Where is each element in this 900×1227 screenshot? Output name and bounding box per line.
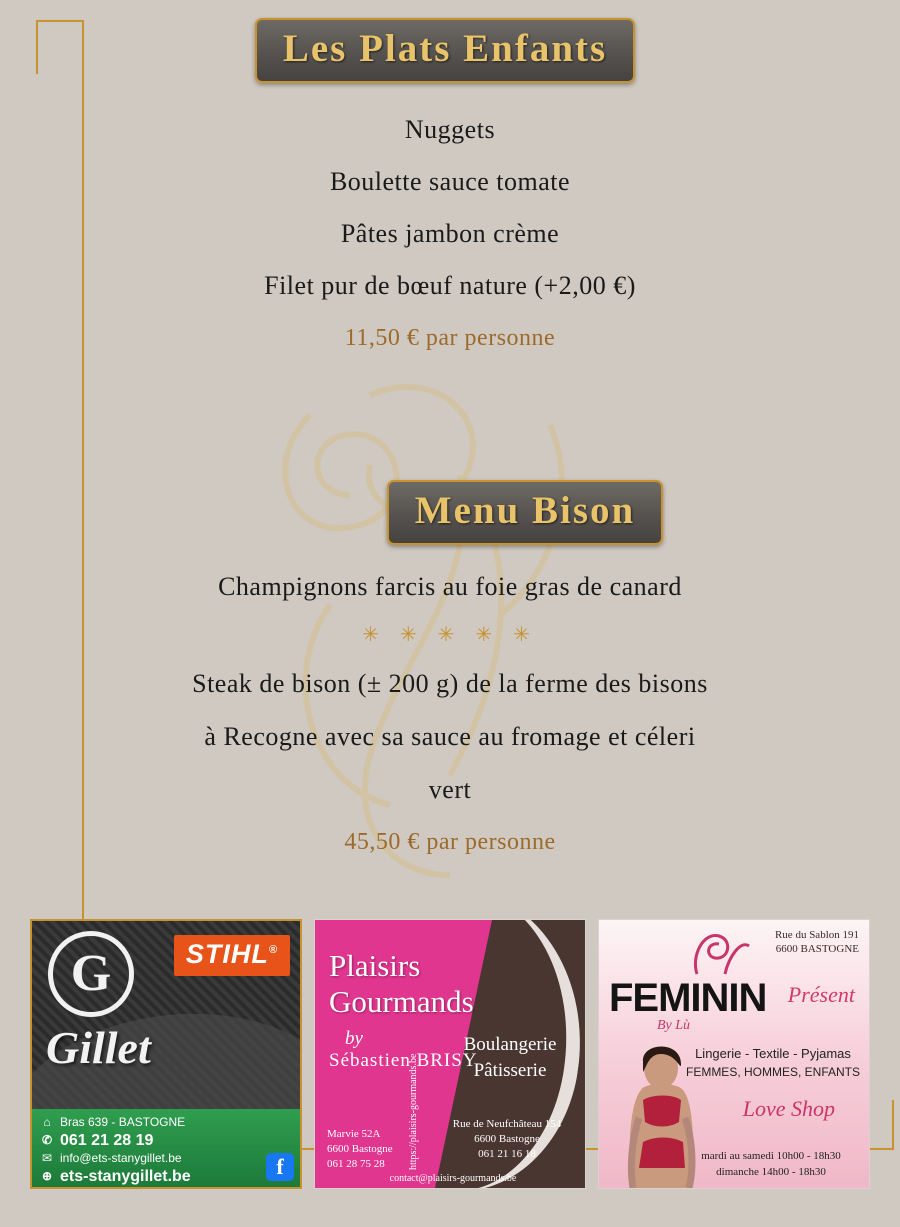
feminin-love-shop-label: Love Shop	[742, 1096, 835, 1121]
feminin-address-line2: 6600 BASTOGNE	[775, 943, 859, 955]
plaisirs-address2-phone: 061 21 16 18	[478, 1148, 536, 1160]
feminin-by-label: By Lù	[657, 1018, 691, 1033]
gillet-website-row[interactable]	[40, 1168, 292, 1185]
gillet-logo-icon	[48, 931, 134, 1017]
stihl-logo-text: STIHL	[185, 939, 269, 969]
menu-item: Boulette sauce tomate	[329, 167, 571, 196]
menu-item: Steak de bison (± 200 g) de la ferme des bisons	[192, 669, 708, 698]
plaisirs-address2-city: 6600 Bastogne	[474, 1133, 540, 1145]
plaisirs-category-line2: Pâtisserie	[473, 1060, 547, 1081]
section-title: Menu Bison	[414, 489, 636, 532]
plaisirs-address-2	[437, 1117, 577, 1162]
menu-item: à Recogne avec sa sauce au fromage et céleri	[204, 722, 696, 751]
plaisirs-title-line2: Gourmands	[329, 984, 474, 1019]
feminin-brand-name: FEMININ	[609, 976, 767, 1020]
facebook-icon[interactable]	[266, 1153, 294, 1181]
feminin-address	[775, 928, 859, 956]
menu-item: Nuggets	[404, 115, 496, 144]
plaisirs-email[interactable]: contact@plaisirs-gourmands.be	[389, 1173, 517, 1184]
phone-icon: ✆	[41, 1133, 53, 1147]
plaisirs-address1-phone: 061 28 75 28	[327, 1158, 385, 1170]
plaisirs-category-line1: Boulangerie	[463, 1034, 557, 1055]
ad-plaisirs-gourmands[interactable]	[314, 919, 586, 1189]
plaisirs-by-label: by	[345, 1028, 363, 1049]
home-icon: ⌂	[43, 1115, 51, 1129]
facebook-letter: f	[276, 1154, 284, 1179]
kids-menu-title-plaque	[0, 18, 900, 83]
menu-item-starter: Champignons farcis au foie gras de canard	[218, 572, 682, 601]
feminin-present-label: Présent	[787, 982, 855, 1007]
gillet-phone-row	[40, 1132, 292, 1149]
feminin-products: Lingerie - Textile - Pyjamas	[695, 1046, 851, 1061]
gillet-brand-name: Gillet	[46, 1022, 151, 1073]
globe-icon: ⊕	[41, 1169, 53, 1183]
feminin-hours-line1: mardi au samedi 10h00 - 18h30	[701, 1150, 841, 1162]
feminin-targets: FEMMES, HOMMES, ENFANTS	[685, 1065, 860, 1079]
bison-menu-section	[0, 560, 900, 868]
plaisirs-title-line1: Plaisirs	[329, 948, 421, 983]
plaisirs-owner-name: Sébastien BRISY	[329, 1050, 478, 1071]
ad-gillet[interactable]	[30, 919, 302, 1189]
plaisirs-website[interactable]: https://plaisirs-gourmands.be	[408, 1053, 419, 1170]
kids-menu-price: 11,50 € par personne	[344, 325, 556, 351]
envelope-icon: ✉	[41, 1151, 53, 1165]
feminin-opening-hours	[681, 1148, 861, 1180]
plaisirs-address1-city: 6600 Bastogne	[327, 1143, 393, 1155]
kids-menu-section	[0, 104, 900, 364]
gillet-contact-block	[32, 1109, 300, 1187]
course-separator: ✳ ✳ ✳ ✳ ✳	[362, 624, 538, 646]
menu-item: vert	[428, 775, 472, 804]
menu-item: Pâtes jambon crème	[340, 219, 560, 248]
gillet-address-row	[40, 1114, 292, 1131]
plaisirs-title	[329, 948, 474, 1020]
bison-menu-price: 45,50 € par personne	[344, 829, 556, 855]
ad-feminin[interactable]	[598, 919, 870, 1189]
frame-corner-bottom-right	[892, 1100, 894, 1150]
gillet-logo-letter: G	[70, 945, 112, 1002]
plaisirs-address2-street: Rue de Neufchâteau 154	[452, 1118, 562, 1130]
plaisirs-category	[445, 1032, 575, 1084]
menu-item: Filet pur de bœuf nature (+2,00 €)	[264, 271, 636, 300]
gillet-email: info@ets-stanygillet.be	[60, 1151, 182, 1165]
feminin-hours-line2: dimanche 14h00 - 18h30	[716, 1166, 826, 1178]
feminine-swirl-icon	[685, 926, 755, 978]
bison-menu-title-plaque	[0, 480, 900, 545]
stihl-logo	[174, 935, 290, 976]
plaisirs-address-1	[327, 1127, 393, 1172]
registered-mark: ®	[268, 944, 278, 956]
sponsor-ads-row	[30, 919, 875, 1189]
gillet-address: Bras 639 - BASTOGNE	[60, 1115, 186, 1129]
page-title: Les Plats Enfants	[282, 27, 608, 70]
gillet-email-row	[40, 1150, 292, 1167]
gillet-phone: 061 21 28 19	[60, 1132, 154, 1149]
feminin-address-line1: Rue du Sablon 191	[774, 929, 859, 941]
gillet-website: ets-stanygillet.be	[60, 1168, 191, 1185]
plaisirs-address1-street: Marvie 52A	[327, 1128, 381, 1140]
